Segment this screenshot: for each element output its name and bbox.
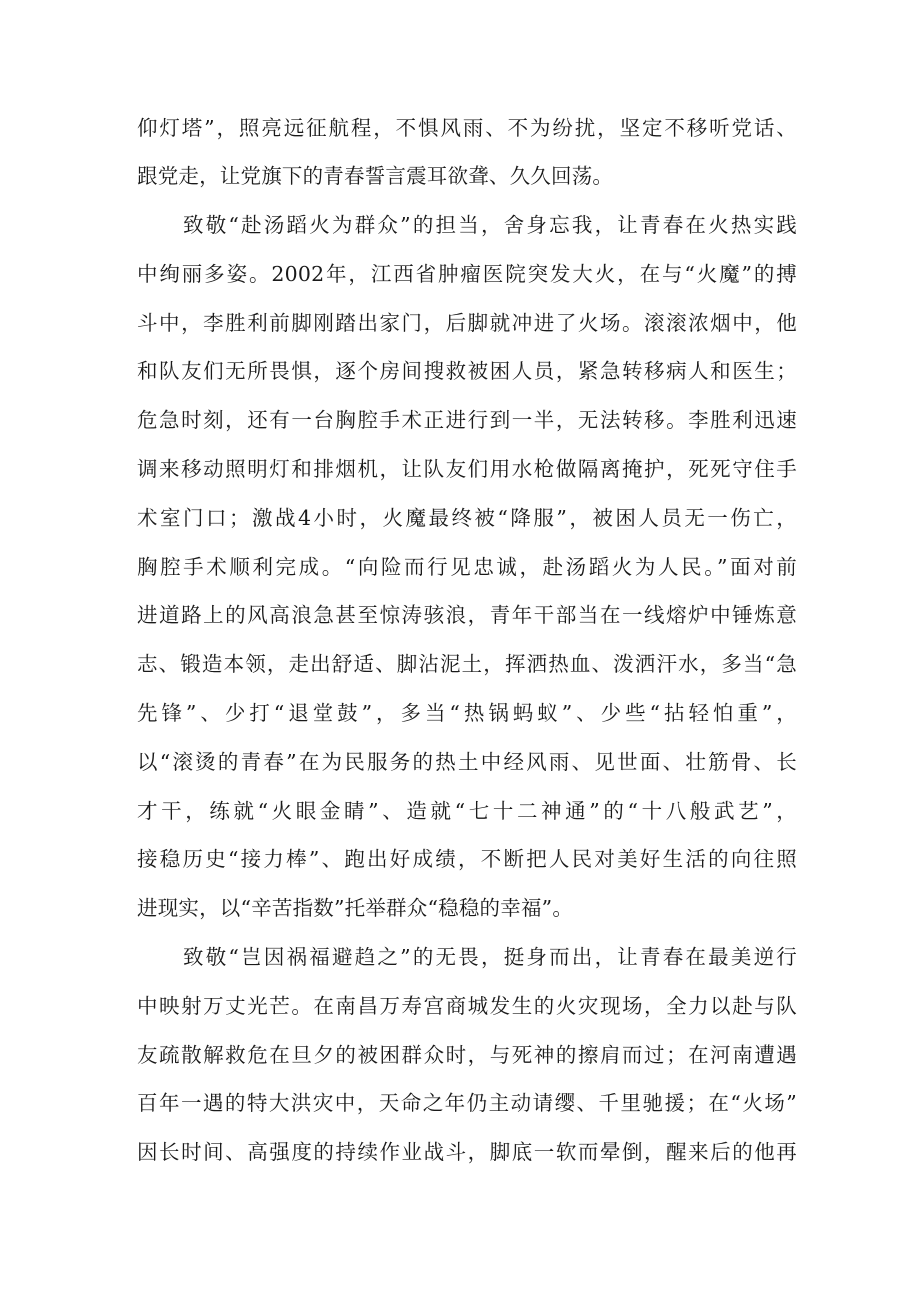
text-line: 调来移动照明灯和排烟机，让队友们用水枪做隔离掩护，死死守住手 [137,457,797,481]
text-line: 因长时间、高强度的持续作业战斗，脚底一软而晕倒，醒来后的他再 [137,1140,797,1164]
text-line: 中绚丽多姿。2002年，江西省肿瘤医院突发大火，在与“火魔”的搏 [137,262,797,286]
text-line: 术室门口；激战4小时，火魔最终被“降服”，被困人员无一伤亡， [137,506,797,530]
text-line: 百年一遇的特大洪灾中，天命之年仍主动请缨、千里驰援；在“火场” [137,1091,797,1115]
text-line: 接稳历史“接力棒”、跑出好成绩，不断把人民对美好生活的向往照 [137,847,797,871]
text-line: 以“滚烫的青春”在为民服务的热土中经风雨、见世面、壮筋骨、长 [137,750,797,774]
text-line: 进道路上的风高浪急甚至惊涛骇浪，青年干部当在一线熔炉中锤炼意 [137,603,797,627]
paragraph-first-line: 致敬“岂因祸福避趋之”的无畏，挺身而出，让青春在最美逆行 [183,945,797,969]
text-line: 仰灯塔”，照亮远征航程，不惧风雨、不为纷扰，坚定不移听党话、 [137,116,797,140]
text-line: 胸腔手术顺利完成。“向险而行见忠诚，赴汤蹈火为人民。”面对前 [137,555,797,579]
text-line: 志、锻造本领，走出舒适、脚沾泥土，挥洒热血、泼洒汗水，多当“急 [137,652,797,676]
text-line: 斗中，李胜利前脚刚踏出家门，后脚就冲进了火场。滚滚浓烟中，他 [137,311,797,335]
text-line: 友疏散解救危在旦夕的被困群众时，与死神的擦肩而过；在河南遭遇 [137,1043,797,1067]
text-line: 跟党走，让党旗下的青春誓言震耳欲聋、久久回荡。 [137,164,614,188]
text-line: 先锋”、少打“退堂鼓”，多当“热锅蚂蚁”、少些“拈轻怕重”， [137,701,797,725]
text-line: 危急时刻，还有一台胸腔手术正进行到一半，无法转移。李胜利迅速 [137,408,797,432]
text-line: 中映射万丈光芒。在南昌万寿宫商城发生的火灾现场，全力以赴与队 [137,994,797,1018]
text-line: 进现实，以“辛苦指数”托举群众“稳稳的幸福”。 [137,896,574,920]
text-line: 和队友们无所畏惧，逐个房间搜救被困人员，紧急转移病人和医生； [137,359,797,383]
text-line: 才干，练就“火眼金睛”、造就“七十二神通”的“十八般武艺”， [137,799,797,823]
paragraph-first-line: 致敬“赴汤蹈火为群众”的担当，舍身忘我，让青春在火热实践 [183,213,797,237]
